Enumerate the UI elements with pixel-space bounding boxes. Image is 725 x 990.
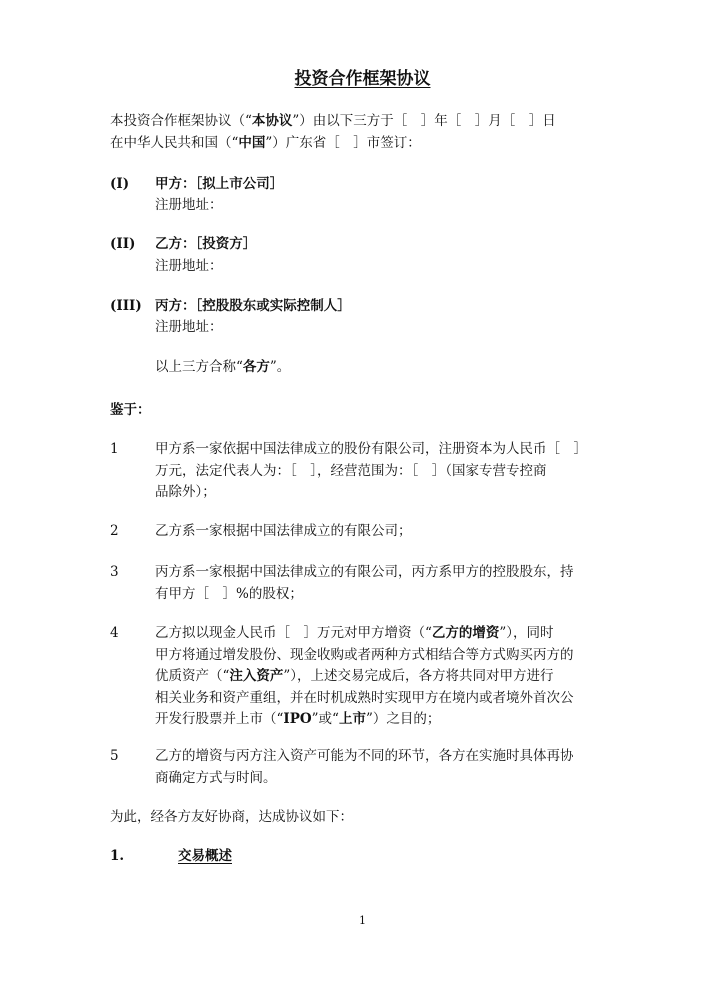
recital-line: 甲方将通过增发股份、现金收购或者两种方式相结合等方式购买丙方的 — [155, 647, 574, 663]
recital-line: 开发行股票并上市（“IPO”或“上市”）之目的； — [155, 711, 441, 727]
recital-line: 品除外）； — [155, 484, 216, 500]
defined-term-china: 中国 — [238, 135, 266, 151]
section-title: 交易概述 — [178, 848, 232, 864]
party-number: (II) — [110, 236, 136, 252]
defined-term-agreement: 本协议 — [251, 113, 293, 129]
recital-number: 4 — [110, 625, 119, 641]
recital-line: 万元，法定代表人为：［ ］，经营范围为：［ ］（国家专营专控商 — [155, 463, 547, 479]
party-address-label: 注册地址： — [155, 258, 223, 274]
recital-line: 相关业务和资产重组，并在时机成熟时实现甲方在境内或者境外首次公 — [155, 690, 574, 706]
recital-line: 商确定方式与时间。 — [155, 770, 277, 786]
recital-line: 甲方系一家依据中国法律成立的股份有限公司，注册资本为人民币［ ］ — [155, 441, 587, 457]
defined-term-listing: 上市 — [338, 711, 366, 727]
recital-line: 丙方系一家根据中国法律成立的有限公司，丙方系甲方的控股股东，持 — [155, 564, 574, 580]
intro-line-1: 本投资合作框架协议（“本协议”）由以下三方于［ ］年［ ］月［ ］日 — [110, 113, 556, 129]
conclusion-text: 为此，经各方友好协商，达成协议如下： — [110, 809, 353, 825]
recital-line: 有甲方［ ］%的股权； — [155, 586, 303, 602]
recital-line: 乙方的增资与丙方注入资产可能为不同的环节，各方在实施时具体再协 — [155, 748, 574, 764]
collective-definition: 以上三方合称“各方”。 — [155, 359, 291, 375]
party-name: 乙方：［投资方］ — [155, 236, 257, 252]
recital-line: 优质资产（“注入资产”），上述交易完成后，各方将共同对甲方进行 — [155, 668, 554, 684]
party-address-label: 注册地址： — [155, 319, 223, 335]
page-number: 1 — [359, 914, 366, 927]
recital-line: 乙方系一家根据中国法律成立的有限公司； — [155, 523, 412, 539]
party-number: (III) — [110, 298, 142, 314]
intro-line-2: 在中华人民共和国（“中国”）广东省［ ］市签订： — [110, 135, 421, 151]
defined-term-injected-assets: 注入资产 — [229, 668, 284, 684]
document-title: 投资合作框架协议 — [294, 69, 431, 89]
defined-term-ipo: IPO — [283, 711, 312, 727]
recital-number: 3 — [110, 564, 119, 580]
party-name: 丙方：［控股股东或实际控制人］ — [155, 298, 351, 314]
recital-line: 乙方拟以现金人民币［ ］万元对甲方增资（“乙方的增资”），同时 — [155, 625, 554, 641]
whereas-heading: 鉴于： — [110, 402, 151, 418]
party-number: (I) — [110, 176, 130, 192]
party-name: 甲方：［拟上市公司］ — [155, 176, 284, 192]
defined-term-capital-increase: 乙方的增资 — [431, 625, 500, 641]
party-address-label: 注册地址： — [155, 197, 223, 213]
section-number: 1. — [110, 848, 125, 864]
recital-number: 5 — [110, 748, 119, 764]
recital-number: 1 — [110, 441, 119, 457]
recital-number: 2 — [110, 523, 119, 539]
defined-term-parties: 各方 — [242, 359, 270, 375]
